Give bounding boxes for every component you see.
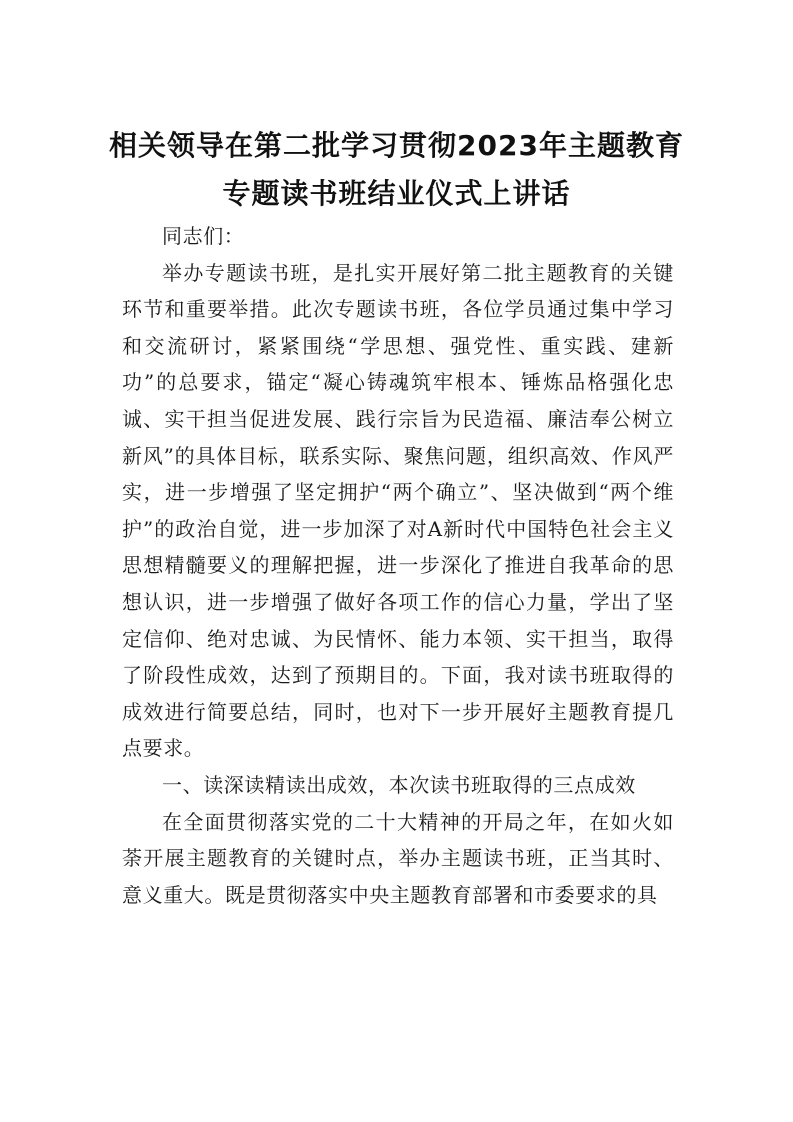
intro-paragraph: 举办专题读书班，是扎实开展好第二批主题教育的关键环节和重要举措。此次专题读书班，各位学员通过集中学习和交流研讨，紧紧围绕“学思想、强党性、重实践、建新功”的总要求，锚定“凝心铸魂筑牢根本、锤炼品格强化忠诚、实干担当促进发展、践行宗旨为民造福、廉洁奉公树立新风”的具体目标，联系实际、聚焦问题，组织高效、作风严实，进一步增强了坚定拥护“两个确立”、坚决做到“两个维护”的政治自觉，进一步加深了对A新时代中国特色社会主义思想精髓要义的理解把握，进一步深化了推进自我革命的思想认识，进一步增强了做好各项工作的信心力量，学出了坚定信仰、绝对忠诚、为民情怀、能力本领、实干担当，取得了阶段性成效，达到了预期目的。下面，我对读书班取得的成效进行简要总结，同时，也对下一步开展好主题教育提几点要求。	[122, 260, 674, 761]
section-heading-1: 一、读深读精读出成效，本次读书班取得的三点成效	[162, 772, 636, 797]
document-title: 相关领导在第二批学习贯彻2023年主题教育专题读书班结业仪式上讲话	[109, 129, 684, 210]
salutation-paragraph: 同志们：	[162, 224, 245, 248]
body-paragraph: 在全面贯彻落实党的二十大精神的开局之年，在如火如荼开展主题教育的关键时点，举办主题读书班，正当其时、意义重大。既是贯彻落实中央主题教育部署和市委要求的具	[122, 809, 674, 907]
document-body	[122, 218, 674, 913]
